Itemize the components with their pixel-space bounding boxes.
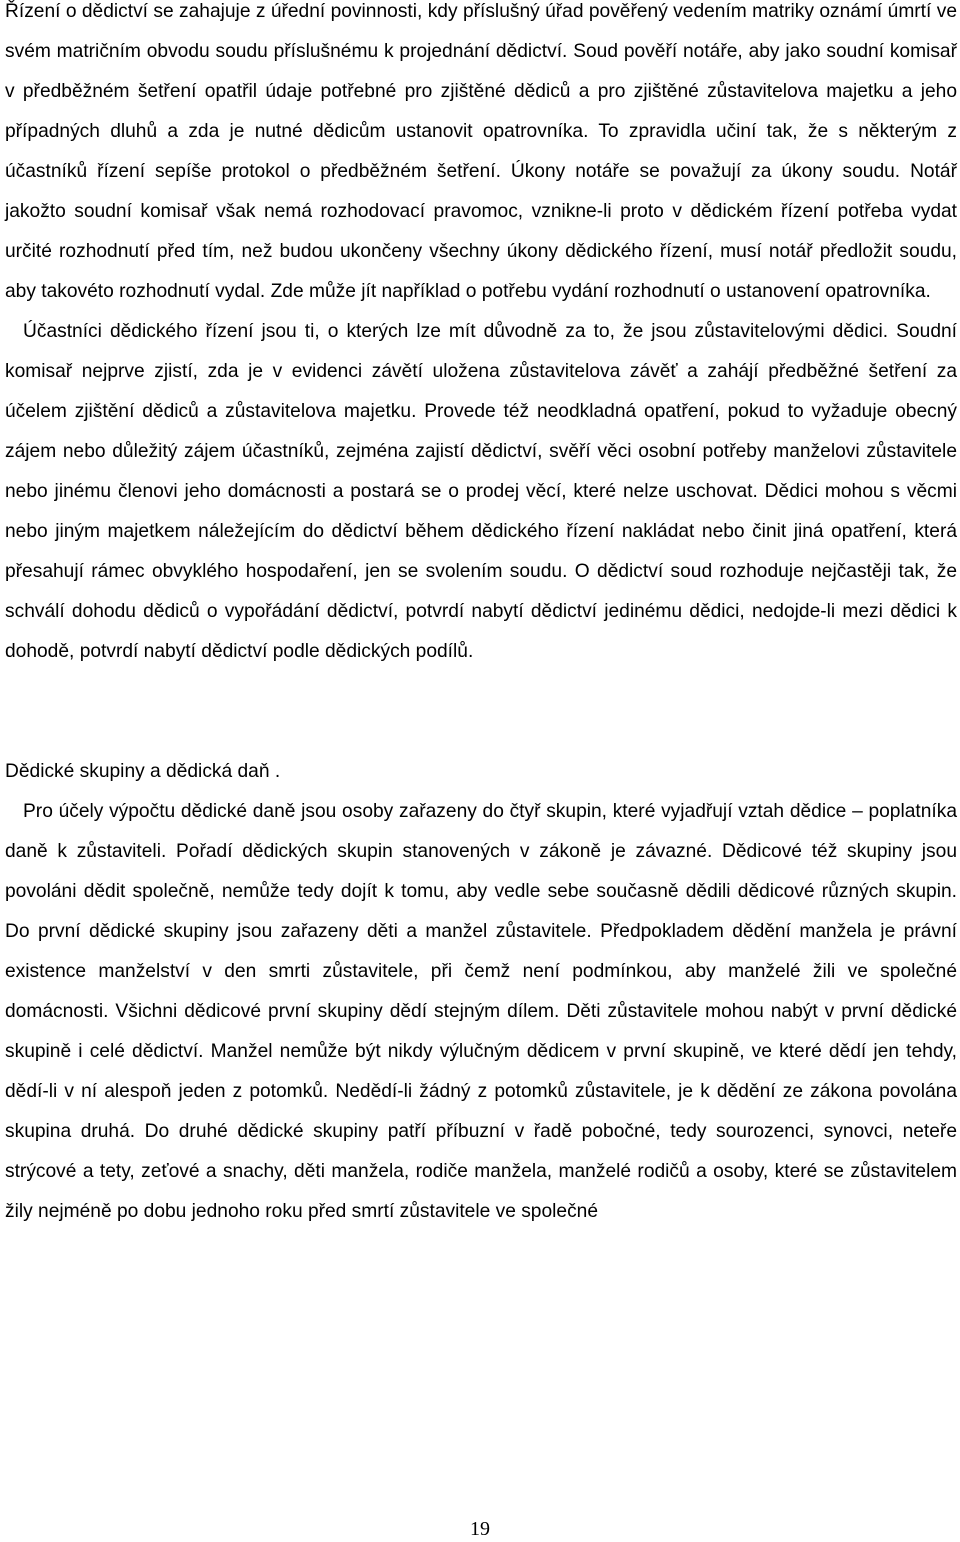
paragraph-inheritance-groups: Pro účely výpočtu dědické daně jsou osoby zařazeny do čtyř skupin, které vyjadřují vztah dědice – poplatníka daně k zůstaviteli. Pořadí dědických skupin stanovených v zákoně je závazné. Dědicové též skupiny jsou povoláni dědit společně, nemůže tedy dojít k tomu, aby vedle sebe současně dědili dědicové různých skupin. Do první dědické skupiny jsou zařazeny děti a manžel zůstavitele. Předpokladem dědění manžela je právní existence manželství v den smrti zůstavitele, při čemž není podmínkou, aby manželé žili ve společné domácnosti. Všichni dědicové první skupiny dědí stejným dílem. Děti zůstavitele mohou nabýt v první dědické skupině i celé dědictví. Manžel nemůže být nikdy výlučným dědicem v první skupině, ve které dědí jen tehdy, dědí-li v ní alespoň jeden z potomků. Nedědí-li žádný z potomků zůstavitele, je k dědění ze zákona povolána skupina druhá. Do druhé dědické skupiny patří příbuzní v řadě pobočné, tedy sourozenci, synovci, neteře strýcové a tety, zeťové a snachy, děti manžela, rodiče manžela, manželé rodičů a osoby, které se zůstavitelem žily nejméně po dobu jednoho roku před smrtí zůstavitele ve společné (5, 801, 957, 1222)
section-heading: Dědické skupiny a dědická daň . (5, 761, 281, 782)
paragraph-participants: Účastníci dědického řízení jsou ti, o kterých lze mít důvodně za to, že jsou zůstavitelovými dědici. Soudní komisař nejprve zjistí, zda je v evidenci závětí uložena zůstavitelova závěť a zahájí předběžné šetření za účelem zjištění dědiců a zůstavitelova majetku. Provede též neodkladná opatření, pokud to vyžaduje obecný zájem nebo důležitý zájem účastníků, zejména zajistí dědictví, svěří věci osobní potřeby manželovi zůstavitele nebo jinému členovi jeho domácnosti a postará se o prodej věcí, které nelze uschovat. Dědici mohou s věcmi nebo jiným majetkem náležejícím do dědictví během dědického řízení nakládat nebo činit jiná opatření, která přesahují rámec obvyklého hospodaření, jen se svolením soudu. O dědictví soud rozhoduje nejčastěji tak, že schválí dohodu dědiců o vypořádání dědictví, potvrdí nabytí dědictví jedinému dědici, nedojde-li mezi dědici k dohodě, potvrdí nabytí dědictví podle dědických podílů. (5, 321, 957, 662)
section-spacer (5, 672, 957, 752)
document-page (5, 0, 957, 1232)
page-number: 19 (470, 1518, 490, 1540)
paragraph-inheritance-proceedings: Řízení o dědictví se zahajuje z úřední povinnosti, kdy příslušný úřad pověřený vedením matriky oznámí úmrtí ve svém matričním obvodu soudu příslušnému k projednání dědictví. Soud pověří notáře, aby jako soudní komisař v předběžném šetření opatřil údaje potřebné pro zjištěné dědiců a pro zjištěné zůstavitelova majetku a jeho případných dluhů a zda je nutné dědicům ustanovit opatrovníka. To zpravidla učiní tak, že s některým z účastníků řízení sepíše protokol o předběžném šetření. Úkony notáře se považují za úkony soudu. Notář jakožto soudní komisař však nemá rozhodovací pravomoc, vznikne-li proto v dědickém řízení potřeba vydat určité rozhodnutí před tím, než budou ukončeny všechny úkony dědického řízení, musí notář předložit soudu, aby takovéto rozhodnutí vydal. Zde může jít například o potřebu vydání rozhodnutí o ustanovení opatrovníka. (5, 1, 957, 302)
